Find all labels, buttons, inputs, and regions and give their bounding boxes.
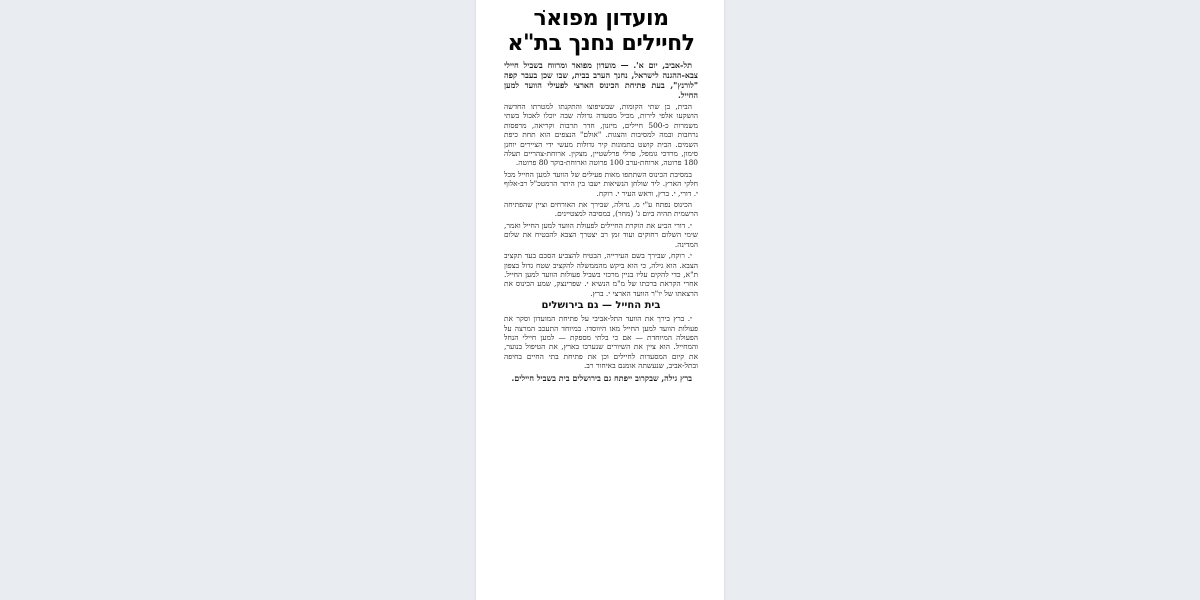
headline-line-2: לחיילים נחנך בת"א [507,31,695,56]
article-paragraph-1: תל-אביב, יום א'. — מועדון מפואר ומרווח בשביל חיילי צבא-ההגנה לישראל, נחנך הערב בבית, שבו שכן בעבר קפה "לורנץ", בעת פתיחת הכינוס הארצי לפעילי הוועד למען החייל. [504,60,698,100]
article-subhead: בית החייל — גם בירושלים [541,300,661,312]
article-paragraph-7: י. ברץ בירך את הוועד התל-אביבי על פתיחת המועדון וסקר את פעולות הוועד למען החייל מאז היווסדו. במיוחד התעכב המרצה על הפעולה המיוחדת — אם כי בלתי מספקת — למען חיילי הנחל והמחייל. הוא ציין את השיורים שנערכו בארץ, את הטיפול בנוער, את קיום המסעדות לחיילים וכן את פתיחת בתי החיים בחיפה ובתל-אביב, שנעשתה אומנם באיחור רב. [504,314,698,371]
article-paragraph-6: י. רוקח, שבירך בשם העירייה, הבטיח להצביע הסכם בעד תקציב הצבא. הוא גילה, כי הוא ביקש מהממשלה להקציב שטח גדול בצפון ת"א, כדי להקים עליו בניין מרכזי בשביל פעולות הוועד למען החייל. אחרי הקראת ברכתו של מ"מ הנשיא י. שפרינצק, שמע הכינוס את הרצאתו של יו"ר הוועד הארצי י. ברץ. [504,251,698,298]
article-paragraph-3: במסיבת הכינוס השתתפו מאות פעילים של הוועד למען החייל מכל חלקי הארץ. ליד שולחן הנשיאות ישבו בין היתר הרמטכ"ל רב-אלוף י. דורי, י. ברץ, וראש העיר י. רוקח. [504,169,698,198]
headline-line-1: מועדון מפואר [533,6,669,31]
article-column [504,6,698,600]
newspaper-clipping-page [476,0,724,600]
article-paragraph-8: ברץ גילה, שבקרוב ייפתח גם בירושלים בית בשביל חיילים. [511,372,692,383]
article-paragraph-4: הכינוס נפתח ע"י מ. גדולה, שבירך את האורחים וציין שהפתיחה הרשמית תהיה ביום ג' (מחר), במסיבה למצטיינים. [504,200,698,219]
article-paragraph-2: הבית, בן שתי הקומות, שבשיפוצו והתקנתו למטרתו החדשה הושקעו אלפי לירות, מכיל מסעדה גדולה שבה יוכלו לאכול בשתי משמרות כ-500 חיילים, מיזנון, חדר תרבות וקריאה, מרפסות נרחבות ובמה למסיבות והצגות. "אולם" הנצפים הוא תחת כיפת השמים. הבית קושט בתמונות קיר גדולות מעשי ידי הציירים יוחנן סימון, מרדכי גומפל, פרלי פרלשטיין, מצקין. ארוחת-צהריים תעלה 180 פרוטה, ארוחת-ערב 100 פרוטה וארוחת-בוקר 80 פרוטה. [504,102,698,168]
article-paragraph-5: י. דורי הביע את הוקרת החיילים לפעולת הוועד למען החייל ואמר, שימי השלום רחוקים ועוד זמן רב יצטרך הצבא להבטיח את שלום המדינה. [504,220,698,249]
